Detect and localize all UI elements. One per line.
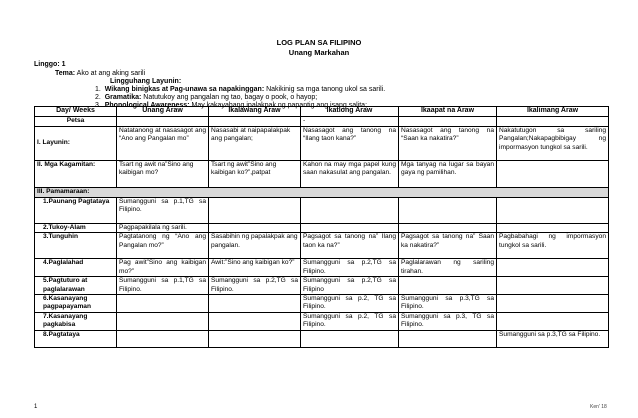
table-row-pamamaraan: [35, 188, 609, 198]
objective-text: Natutukoy ang pangalan ng tao, bagay o pook, o hayop;: [143, 94, 318, 101]
table-cell: Tsart ng awit”Sino ang kaibigan ko?”,patpat: [209, 161, 301, 188]
table-row-kasanayang-pagkabisa: [35, 312, 609, 330]
table-row-pagtataya: [35, 330, 609, 347]
week-label: Linggo: 1: [34, 61, 66, 68]
document-title: LOG PLAN SA FILIPINO: [276, 38, 362, 47]
table-cell: [209, 295, 301, 313]
column-header: Ikatlong Araw: [301, 107, 399, 117]
page-number: 1: [34, 404, 38, 410]
row-label: 2.Tukoy-Alam: [35, 224, 117, 233]
column-header: Day/ Weeks: [35, 107, 117, 117]
table-cell: Sumangguni sa p.3,TG sa Filipino.: [497, 330, 609, 347]
table-cell: Sasabihin ng papalakpak ang pangalan.: [209, 233, 301, 259]
row-label: 4.Paglalahad: [35, 259, 117, 277]
row-label: 5.Pagtuturo at paglalarawan: [35, 277, 117, 295]
table-row-kasanayang-pagpapayaman: [35, 295, 609, 313]
table-cell: Sumangguni sa p.1,TG sa Filipino.: [117, 277, 209, 295]
table-cell: [399, 330, 497, 347]
column-header: Ikaapat na Araw: [399, 107, 497, 117]
table-cell: Sumangguni sa p.1,TG sa Filipino.: [117, 198, 209, 224]
column-header: Unang Araw: [117, 107, 209, 117]
table-cell: [497, 312, 609, 330]
table-cell: [399, 224, 497, 233]
table-cell: Mga tanyag na lugar sa bayan gaya ng pamilihan.: [399, 161, 497, 188]
table-cell: [209, 117, 301, 127]
table-row-tunguhin: [35, 233, 609, 259]
table-cell: [497, 161, 609, 188]
table-cell: [117, 117, 209, 127]
objective-label: Phonological Awareness:: [104, 102, 190, 109]
table-cell: [399, 198, 497, 224]
table-cell: [117, 312, 209, 330]
table-cell: -: [301, 117, 399, 127]
table-cell: [399, 277, 497, 295]
row-label: I. Layunin:: [35, 127, 117, 161]
document-subtitle: Unang Markahan: [288, 48, 350, 57]
table-row-layunin: [35, 127, 609, 161]
objective-text: Nakikinig sa mga tanong ukol sa sarili.: [266, 86, 386, 93]
table-cell: Nasasagot ang tanong na “Ilang taon kana?”: [301, 127, 399, 161]
table-cell: Pagsagot sa tanong na” Saan ka nakatira?”: [399, 233, 497, 259]
objective-number: 1.: [95, 86, 101, 93]
table-cell: Nakatutugon sa sariling Pangalan;Nakapagbibigay ng impormasyon tungkol sa sarili.: [497, 127, 609, 161]
table-cell: Nasasagot ang tanong na “Saan ka nakatira?”: [399, 127, 497, 161]
table-cell: Natatanong at nasasagot ang “Ano ang Pangalan mo”: [117, 127, 209, 161]
table-cell: Pag awit”Sino ang kaibigan mo?”: [117, 259, 209, 277]
table-row-kagamitan: [35, 161, 609, 188]
objective-label: Gramatika:: [104, 94, 142, 101]
footer-mark: Ken' 18: [590, 404, 607, 410]
table-cell: Sumangguni sa p.2,TG sa Filipino: [301, 277, 399, 295]
table-cell: Sumangguni sa p.3, TG sa Filipino.: [399, 312, 497, 330]
objective-number: 3.: [95, 102, 101, 109]
objectives-heading: Lingguhang Layunin:: [110, 78, 182, 85]
lesson-plan-table: [34, 106, 609, 348]
table-cell: Sumangguni sa p.2, TG sa Filipino.: [301, 312, 399, 330]
table-row-paunang: [35, 198, 609, 224]
table-cell: Pagsagot sa tanong na” Ilang taon ka na?”: [301, 233, 399, 259]
table-cell: Nasasabi at naipapalakpak ang pangalan;: [209, 127, 301, 161]
column-header: Ikalawang Araw: [209, 107, 301, 117]
table-cell: [301, 198, 399, 224]
row-label: 8.Pagtataya: [35, 330, 117, 347]
table-cell: Sumangguni sa p.2,TG sa Filipino.: [209, 277, 301, 295]
table-row-paglalahad: [35, 259, 609, 277]
theme-label: Tema:: [55, 70, 76, 77]
table-cell: [209, 198, 301, 224]
table-cell: Kahon na may mga papel kung saan nakasulat ang pangalan.: [301, 161, 399, 188]
section-heading: III. Pamamaraan:: [35, 188, 609, 198]
row-label: 3.Tunguhin: [35, 233, 117, 259]
table-cell: [497, 224, 609, 233]
table-cell: Awit:”Sino ang kaibigan ko?”: [209, 259, 301, 277]
table-row-petsa: [35, 117, 609, 127]
row-label: 7.Kasanayang pagkabisa: [35, 312, 117, 330]
row-label: II. Mga Kagamitan:: [35, 161, 117, 188]
table-cell: Pagpapakilala ng sarili.: [117, 224, 209, 233]
table-cell: [301, 224, 399, 233]
table-cell: [399, 117, 497, 127]
objective-number: 2.: [95, 94, 101, 101]
table-cell: Sumangguni sa p.3,TG sa Filipino.: [399, 295, 497, 313]
table-cell: Sumangguni sa p.2, TG sa Filipino.: [301, 295, 399, 313]
table-cell: [209, 224, 301, 233]
theme-value: Ako at ang aking sarili: [76, 70, 146, 77]
row-label: Petsa: [35, 117, 117, 127]
table-cell: Sumangguni sa p.2,TG sa Filipino.: [301, 259, 399, 277]
table-cell: [209, 330, 301, 347]
column-header: Ikalimang Araw: [497, 107, 609, 117]
table-cell: [117, 330, 209, 347]
table-row-pagtuturo: [35, 277, 609, 295]
row-label: 6.Kasanayang pagpapayaman: [35, 295, 117, 313]
table-cell: [497, 295, 609, 313]
table-header-row: [35, 107, 609, 117]
table-cell: Pagbabahagi ng impormasyon tungkol sa sarili.: [497, 233, 609, 259]
table-cell: [117, 295, 209, 313]
table-cell: Pagtatanong ng “Ano ang Pangalan mo?”: [117, 233, 209, 259]
table-cell: [209, 312, 301, 330]
table-cell: Paglalarawan ng sariling tirahan.: [399, 259, 497, 277]
table-row-tukoy: [35, 224, 609, 233]
table-cell: [301, 330, 399, 347]
objective-text: May kakayahang ipalakpak ng papantig ang isang salita;: [191, 102, 368, 109]
row-label: 1.Paunang Pagtataya: [35, 198, 117, 224]
table-cell: [497, 198, 609, 224]
table-cell: Tsart ng awit na”Sino ang kaibigan mo?: [117, 161, 209, 188]
table-cell: [497, 259, 609, 277]
table-cell: [497, 117, 609, 127]
table-cell: [497, 277, 609, 295]
objective-label: Wikang binigkas at Pag-unawa sa napakinggan:: [104, 86, 265, 93]
